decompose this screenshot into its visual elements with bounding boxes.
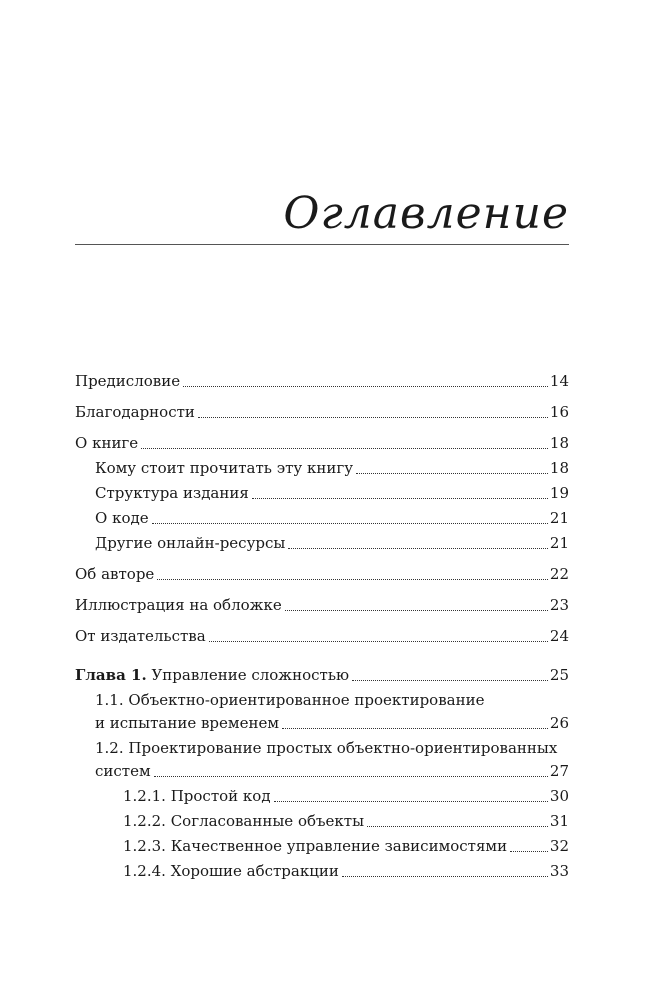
toc-page-number: 33 <box>549 862 569 880</box>
toc-entry-section-1-2-3[interactable] <box>75 837 569 856</box>
toc-page-number: 32 <box>549 837 569 855</box>
toc-page-number: 25 <box>549 666 569 684</box>
dot-leader <box>157 579 548 580</box>
toc-entry-label: 1.2.4. Хорошие абстракции <box>123 862 339 880</box>
dot-leader <box>367 826 548 827</box>
dot-leader <box>288 548 548 549</box>
toc-entry-preface[interactable] <box>75 372 569 391</box>
toc-entry-label: 1.2.1. Простой код <box>123 787 271 805</box>
toc-entry-label: О коде <box>95 509 149 527</box>
toc-page-number: 21 <box>549 534 569 552</box>
dot-leader <box>342 876 548 877</box>
toc-page-number: 23 <box>549 596 569 614</box>
toc-page-number: 22 <box>549 565 569 583</box>
toc-entry-publisher[interactable] <box>75 627 569 646</box>
dot-leader <box>285 610 548 611</box>
toc-entry-about-author[interactable] <box>75 565 569 584</box>
dot-leader <box>282 728 548 729</box>
toc-entry-label <box>75 666 349 685</box>
dot-leader <box>510 851 548 852</box>
toc-entry-online-resources[interactable] <box>75 534 569 553</box>
toc-entry-label-line: 1.1. Объектно-ориентированное проектирование <box>95 691 485 709</box>
chapter-prefix: Глава 1. <box>75 666 147 684</box>
dot-leader <box>252 498 548 499</box>
dot-leader <box>352 680 548 681</box>
toc-entry-about-book[interactable] <box>75 434 569 453</box>
toc-page-number: 16 <box>549 403 569 421</box>
dot-leader <box>274 801 548 802</box>
toc-entry-section-1-2-1[interactable] <box>75 787 569 806</box>
toc-entry-section-1-2[interactable] <box>75 739 569 781</box>
toc-page-number: 18 <box>549 459 569 477</box>
dot-leader <box>141 448 548 449</box>
toc-page-number: 19 <box>549 484 569 502</box>
toc-page-number: 26 <box>549 714 569 732</box>
toc-entry-label: Другие онлайн-ресурсы <box>95 534 286 552</box>
toc-entry-label: 1.2.3. Качественное управление зависимостями <box>123 837 508 855</box>
dot-leader <box>356 473 548 474</box>
toc-entry-line-last <box>75 714 569 733</box>
dot-leader <box>183 386 548 387</box>
toc-entry-section-1-1[interactable] <box>75 691 569 733</box>
page-title: Оглавление <box>283 188 569 239</box>
title-divider <box>75 244 569 245</box>
toc-entry-label: О книге <box>75 434 139 452</box>
toc-entry-label: Кому стоит прочитать эту книгу <box>95 459 354 477</box>
toc-entry-structure[interactable] <box>75 484 569 503</box>
toc-entry-cover-illustration[interactable] <box>75 596 569 615</box>
toc-entry-label-line: систем <box>95 762 151 780</box>
toc-entry-label: Предисловие <box>75 372 181 390</box>
toc-entry-label-line: и испытание временем <box>95 714 279 732</box>
toc-entry-label: 1.2.2. Согласованные объекты <box>123 812 365 830</box>
dot-leader <box>152 523 548 524</box>
toc-entry-who-should-read[interactable] <box>75 459 569 478</box>
toc-entry-label: Иллюстрация на обложке <box>75 596 282 614</box>
table-of-contents <box>75 370 569 881</box>
toc-page-number: 30 <box>549 787 569 805</box>
toc-entry-line-last <box>75 762 569 781</box>
toc-entry-label: Благодарности <box>75 403 195 421</box>
toc-page-number: 24 <box>549 627 569 645</box>
toc-entry-section-1-2-4[interactable] <box>75 862 569 881</box>
toc-entry-label-line: 1.2. Проектирование простых объектно-ориентированных <box>95 739 558 757</box>
toc-entry-section-1-2-2[interactable] <box>75 812 569 831</box>
toc-page-number: 18 <box>549 434 569 452</box>
toc-entry-label: Об авторе <box>75 565 155 583</box>
toc-entry-chapter-1[interactable] <box>75 666 569 685</box>
dot-leader <box>198 417 548 418</box>
toc-page-number: 27 <box>549 762 569 780</box>
toc-page-number: 14 <box>549 372 569 390</box>
toc-entry-about-code[interactable] <box>75 509 569 528</box>
toc-entry-label: Структура издания <box>95 484 249 502</box>
toc-page-number: 31 <box>549 812 569 830</box>
dot-leader <box>154 776 548 777</box>
toc-page-number: 21 <box>549 509 569 527</box>
toc-entry-label: От издательства <box>75 627 206 645</box>
dot-leader <box>209 641 548 642</box>
chapter-title: Управление сложностью <box>151 666 350 684</box>
toc-entry-thanks[interactable] <box>75 403 569 422</box>
